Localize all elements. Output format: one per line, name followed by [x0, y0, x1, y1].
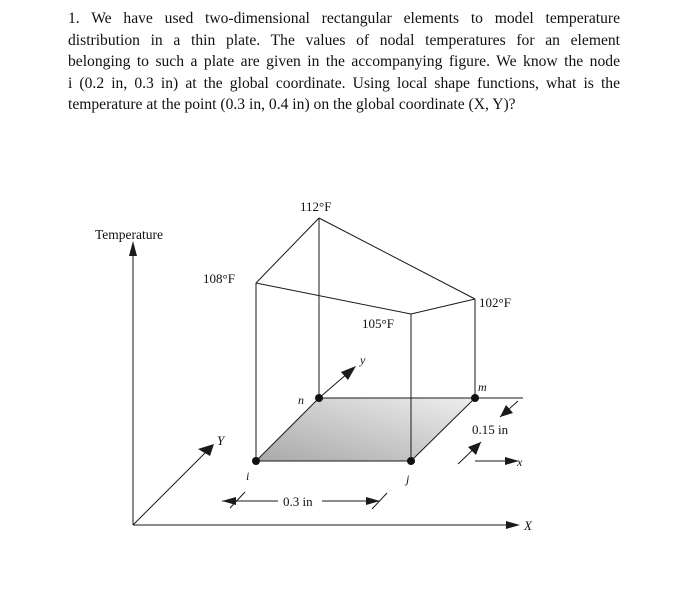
node-m-label: m — [478, 380, 487, 394]
problem-line: i (0.2 in, 0.3 in) at the global coordinate. Using local shape functions, what is the — [68, 74, 620, 92]
node-j-label: j — [406, 472, 410, 486]
local-y-label: y — [360, 353, 366, 367]
local-y-axis-arrow — [341, 366, 356, 380]
temp-n-label: 112°F — [300, 199, 332, 214]
temperature-axis-label: Temperature — [95, 227, 164, 242]
node-i-label: i — [246, 469, 250, 483]
width-arrow-left — [222, 497, 236, 505]
surface-edge-jm — [411, 299, 475, 314]
temp-i-label: 108°F — [203, 271, 235, 286]
temp-j-label: 105°F — [362, 316, 394, 331]
width-dimension-label: 0.3 in — [283, 494, 313, 509]
local-y-axis — [319, 373, 348, 398]
node-n-dot — [315, 394, 323, 402]
surface-edge-ij — [256, 283, 411, 314]
problem-line: 1. We have used two-dimensional rectangular elements to model temperature — [68, 10, 620, 27]
surface-edge-nm — [319, 218, 475, 299]
node-j-dot — [407, 457, 415, 465]
global-y-label: Y — [217, 433, 225, 448]
temperature-axis-arrow — [129, 241, 137, 256]
height-dimension-label: 0.15 in — [472, 422, 509, 437]
global-y-axis-arrow — [198, 444, 214, 456]
problem-line: distribution in a thin plate. The values of nodal temperatures for an element — [68, 31, 620, 49]
global-x-label: X — [524, 518, 532, 533]
node-i-dot — [252, 457, 260, 465]
node-m-dot — [471, 394, 479, 402]
element-plate — [256, 398, 475, 461]
surface-edge-in — [256, 218, 319, 283]
problem-line: belonging to such a plate are given in the accompanying figure. We know the node — [68, 53, 620, 70]
width-arrow-right — [366, 497, 380, 505]
temp-m-label: 102°F — [479, 295, 511, 310]
local-x-label: x — [517, 455, 523, 469]
problem-line: temperature at the point (0.3 in, 0.4 in) on the global coordinate (X, Y)? — [68, 96, 516, 113]
global-y-axis — [133, 452, 206, 525]
global-x-axis-arrow — [506, 521, 520, 529]
node-n-label: n — [298, 393, 304, 407]
